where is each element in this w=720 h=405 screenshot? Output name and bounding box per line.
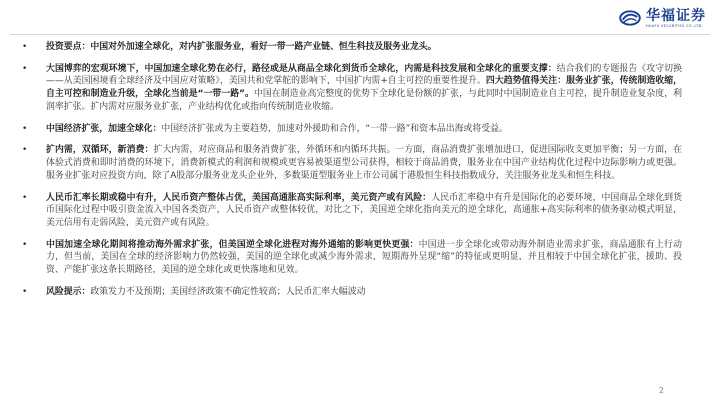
bullet-heading: 人民币汇率长期或稳中有升，人民币资产整体占优，美国高通胀高实际利率，美元资产或有风险：: [46, 192, 432, 203]
bullet-heading: 中国加速全球化期间将推动海外需求扩张，但美国逆全球化进程对海外通缩的影响更快更强：: [46, 239, 419, 250]
bullet-item: [22, 144, 682, 182]
logo-english-name: HUAFU SECURITIES CO.,LTD.: [646, 24, 704, 28]
bullet-body-text: 中国经济扩张或为主要趋势，加速对外援助和合作，“一带一路”和资本品出海或将受益。: [161, 123, 508, 134]
bullet-dot-icon: •: [22, 42, 28, 52]
key-points-list: [22, 41, 682, 308]
bullet-heading: 风险提示：: [46, 286, 91, 297]
bullet-body-text: 结合我们的专题报告《攻守切换——从美国困境看全球经济及中国应对策略》，美国共和党掌舵的影响下，中国扩内需+自主可控的重要性提升。: [46, 63, 682, 87]
bullet-item: [22, 192, 682, 230]
bullet-item: [22, 63, 682, 113]
bullet-dot-icon: •: [22, 192, 28, 203]
bullet-dot-icon: •: [22, 286, 28, 297]
bullet-body-text: 扩大内需，对应商品和服务消费扩张，外循环和内循环共振。一方面，商品消费扩张增加进口，促进国际收支更加平衡；另一方面，在体验式消费和即时消费的环境下，消费新模式的利润和规模或更容易被渠道型公司获得，相较于商品消费，服务业在中国产业结构优化过程中边际影响力或更强。服务业扩张对应投资方向，除了A股部分服务业龙头企业外，多数渠道型服务业上市公司属于港股恒生科技指数成分，关注服务业龙头和恒生科技。: [46, 145, 683, 181]
bullet-heading: 投资要点：: [46, 42, 91, 52]
brand-logo: [619, 9, 706, 31]
bullet-bold-text: 中国对外加速全球化，对内扩张服务业，看好一带一路产业链、恒生科技及服务业龙头。: [90, 42, 437, 52]
bullet-body-text: 政策发力不及预期；美国经济政策不确定性较高；人民币汇率大幅波动: [90, 286, 366, 297]
bullet-dot-icon: •: [22, 239, 28, 250]
bullet-dot-icon: •: [22, 145, 28, 156]
bullet-heading: 大国博弈的宏观环境下，中国加速全球化势在必行，路径或是从商品全球化到货币全球化，内需是科技发展和全球化的重要支撑：: [46, 63, 557, 74]
header-divider: [10, 34, 710, 35]
bullet-item: [22, 239, 682, 277]
bullet-dot-icon: •: [22, 123, 28, 134]
huafu-logo-icon: [619, 10, 641, 26]
bullet-bold-text: 四大趋势值得关注：服务业扩张，传统制造收缩，自主可控和制造业升级，全球化当前是“一带一路”。: [46, 76, 682, 100]
bullet-body-text: 中国进一步全球化或带动海外制造业需求扩张，商品通胀有上行动力，但当前，美国在全球的经济影响力仍然较强，美国的逆全球化或减少海外需求，短期海外呈现“缩”的特征或更明显，并且相较于中国全球化扩张，援助、投资、产能扩张这条长期路径，美国的逆全球化或更快落地和见效。: [46, 239, 682, 275]
bullet-item: [22, 123, 682, 136]
bullet-body-text: 人民币汇率稳中有升是国际化的必要环境，中国商品全球化到货币国际化过程中吸引资金流入中国各类资产，人民币资产或整体较优，对比之下，美国逆全球化指向美元的逆全球化，高通胀+高实际利率的债务驱动模式明显，美元信用有走弱风险，美元资产或有风险。: [46, 192, 682, 228]
bullet-item: [22, 41, 682, 54]
page-number: 2: [658, 386, 664, 395]
bullet-body-text: 中国在制造业高完整度的优势下全球化是份额的扩张，与此同时中国制造业自主可控，提升制造业复杂度，利润率扩张。扩内需对应服务业扩张，产业结构优化或指向传统制造业收缩。: [46, 89, 683, 112]
bullet-heading: 中国经济扩张，加速全球化：: [46, 123, 162, 134]
bullet-item: [22, 286, 682, 299]
bullet-dot-icon: •: [22, 63, 28, 74]
logo-chinese-name: 华福证券: [646, 8, 706, 24]
bullet-heading: 扩内需，双循环，新消费：: [46, 145, 154, 156]
